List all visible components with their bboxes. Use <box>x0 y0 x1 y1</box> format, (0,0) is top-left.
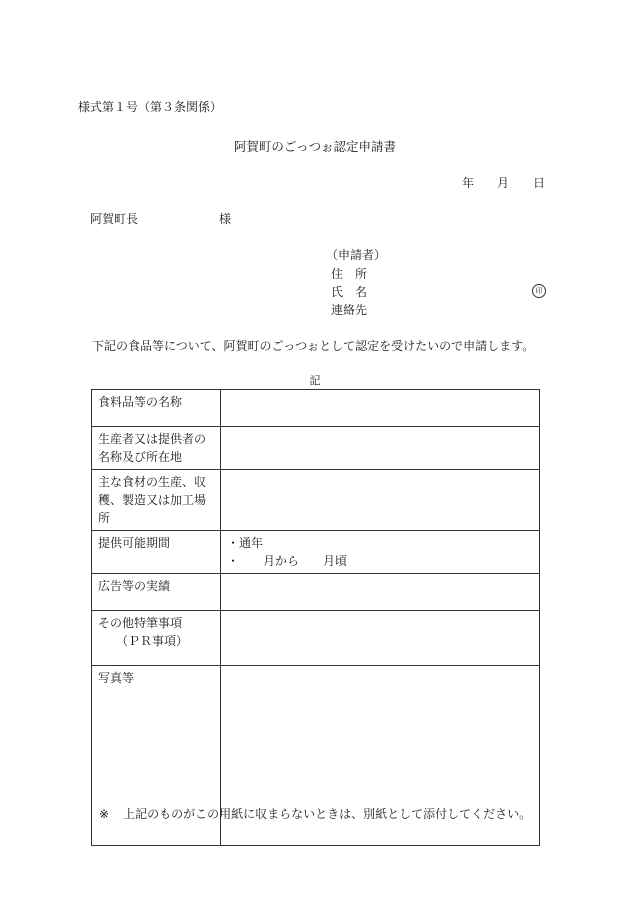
row-label <box>92 390 221 427</box>
row-value-field[interactable] <box>221 611 540 666</box>
label-line: 主な食材の生産、収 <box>98 475 207 489</box>
row-label <box>92 470 221 531</box>
document-title: 阿賀町のごっつぉ認定申請書 <box>233 139 397 154</box>
date-year: 年 <box>462 176 475 190</box>
label-line: 写真等 <box>98 671 135 685</box>
label-line: その他特筆事項 <box>98 616 183 630</box>
honorific: 様 <box>219 212 232 226</box>
ki-heading: 記 <box>309 374 321 387</box>
label-line: 食料品等の名称 <box>98 395 183 409</box>
label-line: （ＰＲ事項） <box>98 634 189 648</box>
name-label: 氏 名 <box>331 285 368 299</box>
row-value-field[interactable] <box>221 470 540 531</box>
seal-icon: 印 <box>532 284 546 298</box>
row-label <box>92 531 221 574</box>
addressee: 阿賀町長 <box>90 212 139 226</box>
row-value-field[interactable] <box>221 390 540 427</box>
row-value-field[interactable] <box>221 574 540 611</box>
date-month: 月 <box>497 176 510 190</box>
row-label <box>92 427 221 470</box>
row-value-field[interactable] <box>221 531 540 574</box>
row-label <box>92 611 221 666</box>
table-row <box>92 574 540 611</box>
application-table <box>91 389 540 846</box>
table-row <box>92 427 540 470</box>
period-option-year-round: ・通年 <box>227 536 264 550</box>
period-option-months: ・ 月から 月頃 <box>227 554 348 568</box>
table-row <box>92 390 540 427</box>
date-day: 日 <box>533 176 546 190</box>
label-line: 提供可能期間 <box>98 536 171 550</box>
note-text: 上記のものがこの用紙に収まらないときは、別紙として添付してください。 <box>123 807 532 821</box>
contact-label: 連絡先 <box>331 303 368 317</box>
footnote <box>99 808 531 820</box>
label-line: 広告等の実績 <box>98 579 171 593</box>
table-row <box>92 470 540 531</box>
table-row <box>92 611 540 666</box>
label-line: 生産者又は提供者の <box>98 432 207 446</box>
note-mark: ※ <box>99 807 110 821</box>
applicant-heading: （申請者） <box>326 248 387 262</box>
address-label: 住 所 <box>331 267 368 281</box>
label-line: 名称及び所在地 <box>98 450 183 464</box>
row-label <box>92 574 221 611</box>
application-statement: 下記の食品等について、阿賀町のごっつぉとして認定を受けたいので申請します。 <box>92 339 535 353</box>
row-value-field[interactable] <box>221 427 540 470</box>
form-number: 様式第１号（第３条関係） <box>78 100 223 114</box>
table-row <box>92 531 540 574</box>
label-line: 穫、製造又は加工場所 <box>98 493 207 525</box>
